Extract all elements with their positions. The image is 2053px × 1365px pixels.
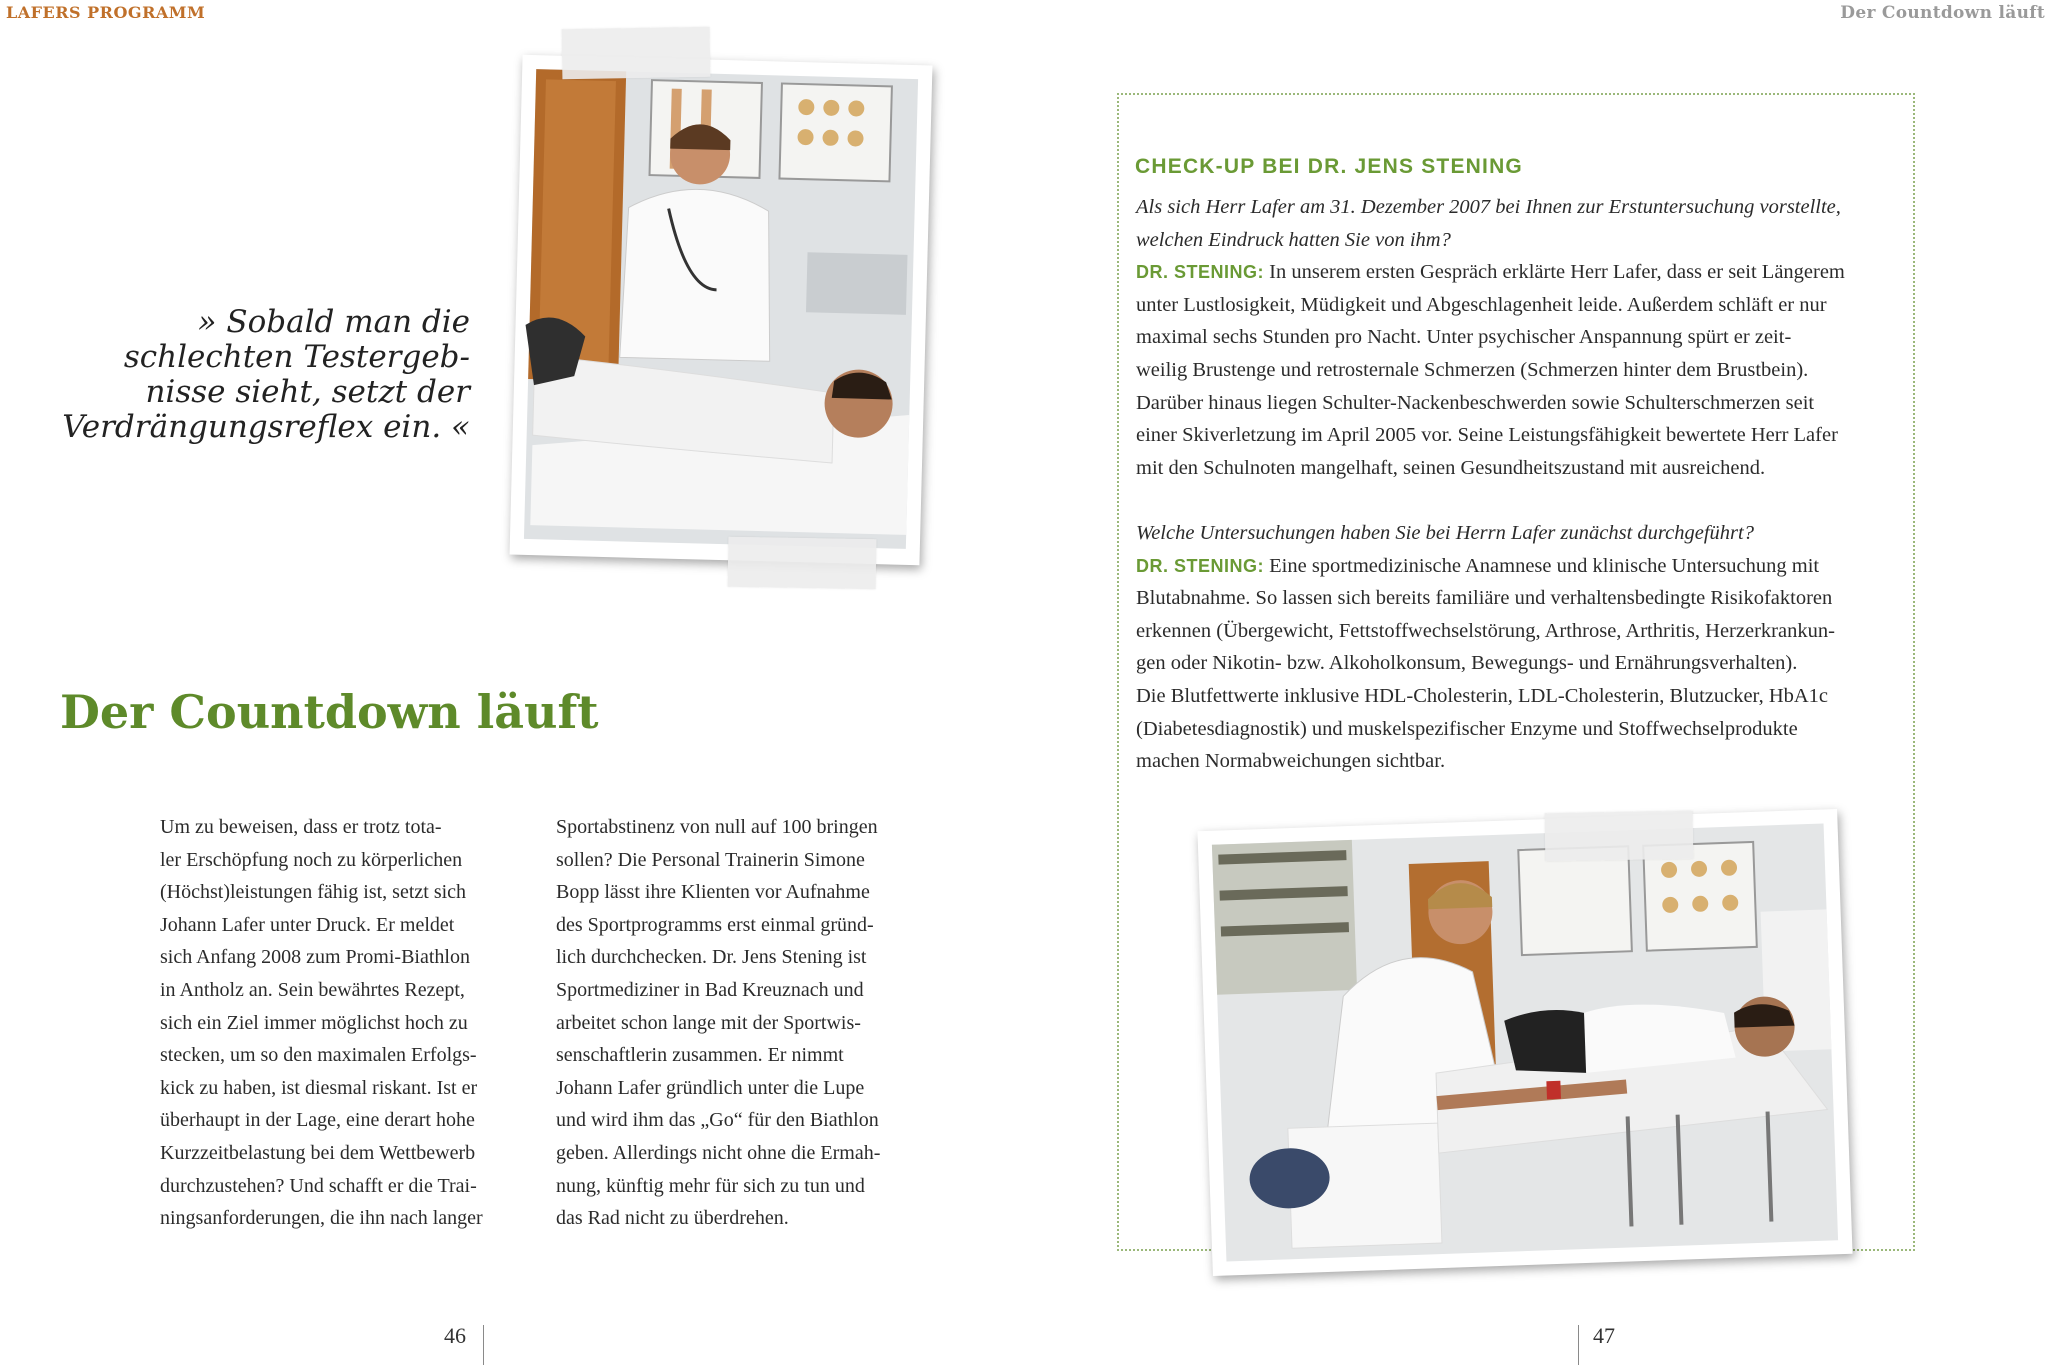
pull-quote-line: schlechten Testergeb- xyxy=(123,339,470,375)
body-line: sollen? Die Personal Trainerin Simone xyxy=(556,848,865,871)
body-line: ningsanforderungen, die ihn nach langer xyxy=(160,1207,483,1230)
body-line: überhaupt in der Lage, eine derart hohe xyxy=(160,1109,475,1132)
body-column-1 xyxy=(160,811,540,1235)
interview-answer-line: maximal sechs Stunden pro Nacht. Unter psychischer Anspannung spürt er zeit- xyxy=(1136,326,1792,349)
interview-answer-line: Die Blutfettwerte inklusive HDL-Cholesterin, LDL-Cholesterin, Blutzucker, HbA1c xyxy=(1136,684,1829,707)
photo-tape-top xyxy=(1545,811,1694,862)
interview-question: Als sich Herr Lafer am 31. Dezember 2007 bei Ihnen zur Erstuntersuchung vorstellte, xyxy=(1136,196,1841,218)
body-line: Sportmediziner in Bad Kreuznach und xyxy=(556,978,864,1001)
body-line: stecken, um so den maximalen Erfolgs- xyxy=(160,1044,477,1067)
page-number-left: 46 xyxy=(444,1323,466,1348)
photo-tape-top xyxy=(562,27,711,80)
interview-question: welchen Eindruck hatten Sie von ihm? xyxy=(1136,228,1451,251)
page-divider-right xyxy=(1578,1325,1579,1365)
pull-quote-line: nisse sieht, setzt der xyxy=(145,374,470,410)
body-line: senschaftlerin zusammen. Er nimmt xyxy=(556,1044,844,1067)
body-line: kick zu haben, ist diesmal riskant. Ist er xyxy=(160,1076,478,1099)
running-head-right: Der Countdown läuft xyxy=(1840,3,2045,23)
body-line: Johann Lafer gründlich unter die Lupe xyxy=(556,1076,865,1099)
body-line: nung, künftig mehr für sich zu tun und xyxy=(556,1174,865,1197)
article-title: Der Countdown läuft xyxy=(60,685,599,739)
answer-text: In unserem ersten Gespräch erklärte Herr Lafer, dass er seit Längerem xyxy=(1264,261,1845,284)
running-head-left: LAFERS PROGRAMM xyxy=(6,3,206,22)
photo-blood-draw xyxy=(1197,809,1852,1276)
body-line: das Rad nicht zu überdrehen. xyxy=(556,1207,789,1230)
interview-answer-line xyxy=(1136,550,1906,583)
page-number-right: 47 xyxy=(1593,1323,1615,1348)
paragraph-gap xyxy=(1136,484,1906,517)
photo-tape-bottom xyxy=(728,537,877,590)
interview-answer-line: unter Lustlosigkeit, Müdigkeit und Abgeschlagenheit leide. Außerdem schläft er nur xyxy=(1136,293,1827,316)
speaker-label: DR. STENING: xyxy=(1136,555,1265,576)
interview-answer-line: erkennen (Übergewicht, Fettstoffwechselstörung, Arthrose, Arthritis, Herzerkrankun- xyxy=(1136,619,1835,642)
photo-stethoscope-exam xyxy=(510,55,933,566)
pull-quote-line: Verdrängungsreflex ein. « xyxy=(62,409,470,445)
body-line: Sportabstinenz von null auf 100 bringen xyxy=(556,816,878,838)
body-line: in Antholz an. Sein bewährtes Rezept, xyxy=(160,978,465,1001)
interview-answer-line: gen oder Nikotin- bzw. Alkoholkonsum, Bewegungs- und Ernährungsverhalten). xyxy=(1136,652,1798,675)
interview-answer-line: (Diabetesdiagnostik) und muskelspezifischer Enzyme und Stoffwechselprodukte xyxy=(1136,717,1798,740)
body-column-2 xyxy=(556,811,936,1235)
pull-quote xyxy=(40,305,470,445)
interview-heading: CHECK-UP BEI DR. JENS STENING xyxy=(1135,155,1523,178)
photo-stethoscope-image xyxy=(510,55,933,566)
body-line: Bopp lässt ihre Klienten vor Aufnahme xyxy=(556,881,870,904)
body-line: des Sportprogramms erst einmal gründ- xyxy=(556,913,874,936)
body-line: Kurzzeitbelastung bei dem Wettbewerb xyxy=(160,1141,476,1164)
interview-answer-line xyxy=(1136,256,1906,289)
interview-answer-line: Darüber hinaus liegen Schulter-Nackenbeschwerden sowie Schulterschmerzen seit xyxy=(1136,391,1815,414)
body-line: Um zu beweisen, dass er trotz tota- xyxy=(160,816,442,838)
body-line: sich ein Ziel immer möglichst hoch zu xyxy=(160,1011,468,1034)
body-line: geben. Allerdings nicht ohne die Ermah- xyxy=(556,1141,881,1164)
interview-answer-line: einer Skiverletzung im April 2005 vor. Seine Leistungsfähigkeit bewertete Herr Lafer xyxy=(1136,424,1838,447)
interview-question: Welche Untersuchungen haben Sie bei Herrn Lafer zunächst durchgeführt? xyxy=(1136,521,1754,544)
interview-answer-line: Blutabnahme. So lassen sich bereits familiäre und verhaltensbedingte Risikofaktoren xyxy=(1136,587,1833,610)
interview-answer-line: machen Normabweichungen sichtbar. xyxy=(1136,750,1446,773)
speaker-label: DR. STENING: xyxy=(1136,262,1265,283)
pull-quote-line: » Sobald man die xyxy=(197,304,470,340)
page-divider-left xyxy=(483,1325,484,1365)
body-line: Johann Lafer unter Druck. Er meldet xyxy=(160,913,455,936)
body-line: ler Erschöpfung noch zu körperlichen xyxy=(160,848,463,871)
body-line: und wird ihm das „Go“ für den Biathlon xyxy=(556,1109,879,1132)
body-line: lich durchchecken. Dr. Jens Stening ist xyxy=(556,946,867,969)
interview-answer-line: weilig Brustenge und retrosternale Schmerzen (Schmerzen hinter dem Brustbein). xyxy=(1136,358,1809,381)
body-line: arbeitet schon lange mit der Sportwis- xyxy=(556,1011,861,1034)
interview-answer-line: mit den Schulnoten mangelhaft, seinen Gesundheitszustand mit ausreichend. xyxy=(1136,456,1766,479)
body-line: durchzustehen? Und schafft er die Trai- xyxy=(160,1174,477,1197)
interview-text xyxy=(1136,191,1906,778)
body-line: sich Anfang 2008 zum Promi-Biathlon xyxy=(160,946,470,969)
body-line: (Höchst)leistungen fähig ist, setzt sich xyxy=(160,881,467,904)
photo-blood-draw-image xyxy=(1197,809,1852,1276)
answer-text: Eine sportmedizinische Anamnese und klinische Untersuchung mit xyxy=(1264,554,1820,577)
